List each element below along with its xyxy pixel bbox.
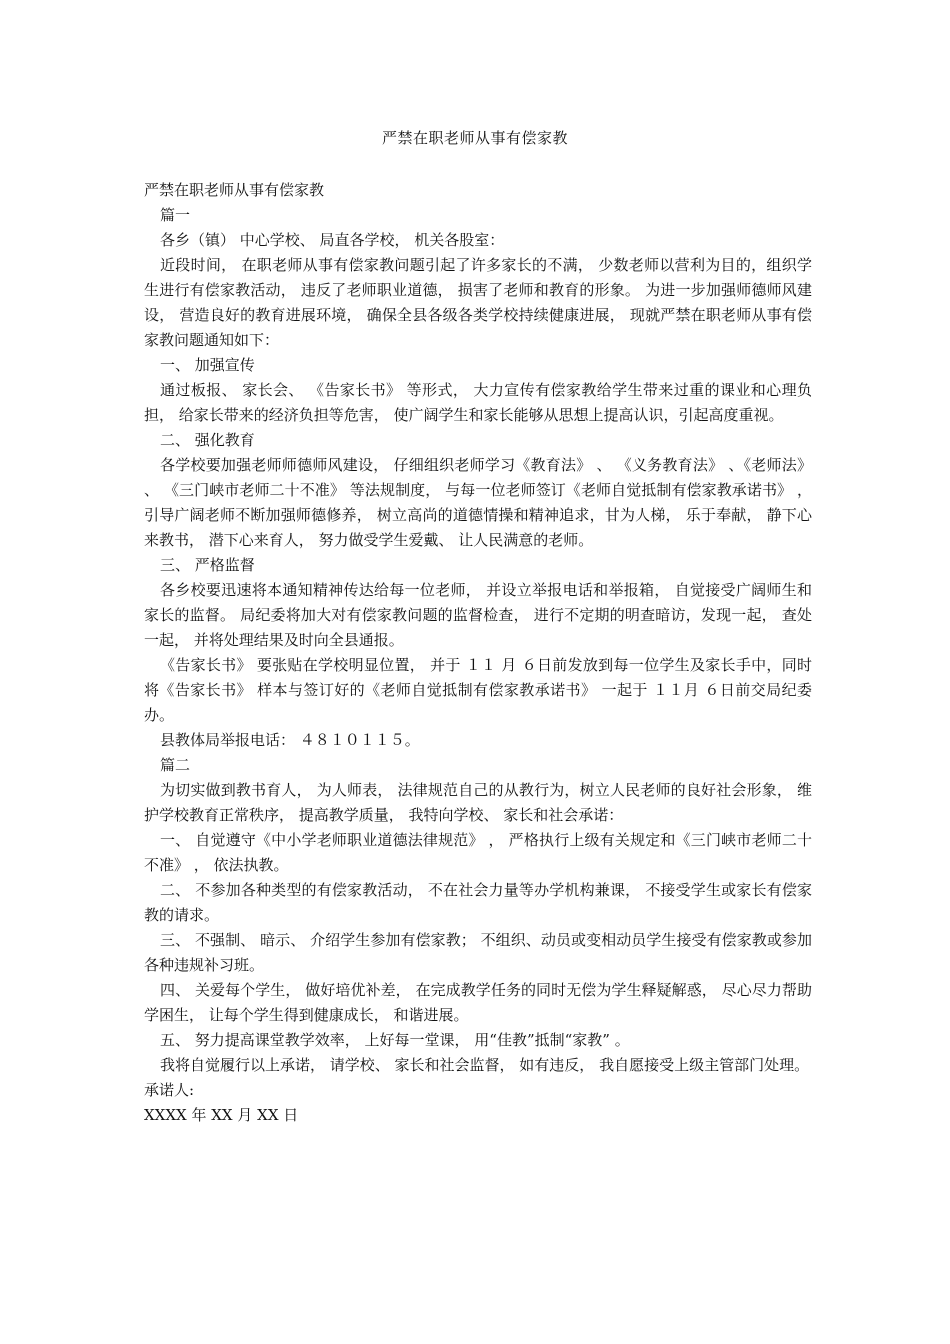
notice-letter-paragraph: 《告家长书》 要张贴在学校明显位置， 并于 １１ 月 ６日前发放到每一位学生及家长手中，同时将《告家长书》 样本与签订好的《老师自觉抵制有偿家教承诺书》 一起于 １１月 ６日前交局纪委办。	[144, 656, 812, 724]
heading-supervision: 三、 严格监督	[160, 556, 255, 574]
education-paragraph: 各学校要加强老师师德师风建设， 仔细组织老师学习《教育法》 、 《义务教育法》 、《老师法》 、 《三门峡市老师二十不准》 等法规制度， 与每一位老师签订《老师自觉抵制有偿家教承诺书》 ， 引导广阔老师不断加强师德修养， 树立高尚的道德情操和精神追求，甘为人梯， 乐于奉献， 静下心来教书， 潜下心来育人， 努力做受学生爱戴、 让人民满意的老师。	[144, 456, 812, 549]
section-label-part-two: 篇二	[160, 756, 191, 774]
publicity-paragraph: 通过板报、 家长会、 《告家长书》 等形式， 大力宣传有偿家教给学生带来过重的课业和心理负担， 给家长带来的经济负担等危害， 使广阔学生和家长能够从思想上提高认识，引起高度重视。	[144, 381, 812, 424]
pledge-closing-paragraph: 我将自觉履行以上承诺， 请学校、 家长和社会监督， 如有违反， 我自愿接受上级主管部门处理。	[160, 1056, 810, 1074]
heading-publicity: 一、 加强宣传	[160, 356, 255, 374]
hotline-paragraph: 县教体局举报电话： ４８１０１１５。	[160, 731, 420, 749]
document-body	[144, 178, 812, 1128]
salutation: 各乡（镇） 中心学校、 局直各学校， 机关各股室：	[160, 231, 505, 249]
supervision-paragraph: 各乡校要迅速将本通知精神传达给每一位老师， 并设立举报电话和举报箱， 自觉接受广阔师生和家长的监督。 局纪委将加大对有偿家教问题的监督检查， 进行不定期的明查暗访，发现一起， 查处一起， 并将处理结果及时向全县通报。	[144, 581, 812, 649]
intro-paragraph: 近段时间， 在职老师从事有偿家教问题引起了许多家长的不满， 少数老师以营利为目的，组织学生进行有偿家教活动， 违反了老师职业道德， 损害了老师和教育的形象。 为进一步加强师德师风建设， 营造良好的教育进展环境， 确保全县各级各类学校持续健康进展， 现就严禁在职老师从事有偿家教问题通知如下：	[144, 256, 812, 349]
pledge-item-3: 三、 不强制、 暗示、 介绍学生参加有偿家教； 不组织、动员或变相动员学生接受有偿家教或参加各种违规补习班。	[144, 931, 812, 974]
section-label-part-one: 篇一	[160, 206, 191, 224]
pledge-intro-paragraph: 为切实做到教书育人， 为人师表， 法律规范自己的从教行为，树立人民老师的良好社会形象， 维护学校教育正常秩序， 提高教学质量， 我特向学校、 家长和社会承诺：	[144, 781, 812, 824]
pledge-item-1: 一、 自觉遵守《中小学老师职业道德法律规范》 ， 严格执行上级有关规定和《三门峡市老师二十不准》 ， 依法执教。	[144, 831, 812, 874]
signatory-label: 承诺人:	[144, 1081, 195, 1099]
heading-education: 二、 强化教育	[160, 431, 255, 449]
body-heading: 严禁在职老师从事有偿家教	[144, 181, 325, 199]
document-title: 严禁在职老师从事有偿家教	[381, 129, 568, 147]
pledge-item-5: 五、 努力提高课堂教学效率， 上好每一堂课， 用“佳教”抵制“家教” 。	[160, 1031, 630, 1049]
pledge-item-2: 二、 不参加各种类型的有偿家教活动， 不在社会力量等办学机构兼课， 不接受学生或家长有偿家教的请求。	[144, 881, 812, 924]
signature-date: XXXX 年 XX 月 XX 日	[144, 1106, 299, 1124]
pledge-item-4: 四、 关爱每个学生， 做好培优补差， 在完成教学任务的同时无偿为学生释疑解惑， 尽心尽力帮助学困生， 让每个学生得到健康成长， 和谐进展。	[144, 981, 812, 1024]
